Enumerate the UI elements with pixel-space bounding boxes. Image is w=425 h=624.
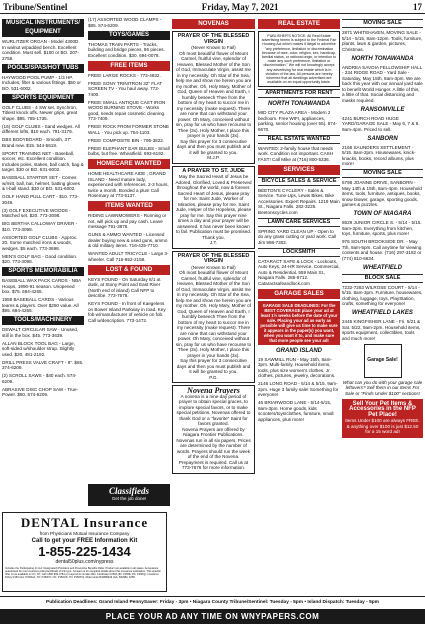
classified-ad: (3) GOLF EXECUTIVE WOODS - Matched set. $20. 773-3098. — [2, 207, 71, 218]
classified-ad: 2166 SAUNDERS SETTLEMENT - 5/15. 8am-2pm. Housewares, knick-knacks, books, record albums, plus more! — [342, 144, 416, 166]
novena-body: A novena is a nine-day period of prayer to obtain special graces, to implore special favors, or to make special petitions. Novenas offered to thank God or a "favorite" Saint for favors granted. — [176, 393, 251, 426]
novena-fine: Novena Prayers are offered by Niagara Frontier Publications. Novenas run in all six papers. Prices are determined by the number of words. Prayers should run the week of the end of the Novena. Prepayment is required. Call us at 773-7676 for more information. — [176, 426, 251, 470]
section-header-items-wanted: ITEMS WANTED — [88, 201, 170, 211]
location-wheatfield-lakes: WHEATFIELD LAKES — [352, 310, 413, 316]
classified-ad: ABRASIVE DISC CHOP SAW - True-Power. $50. 574-6209. — [2, 386, 79, 397]
deadlines-bar: Publication Deadlines: Grand Island PennySaver: Friday - 3pm • Niagara County Tribune/Sentinel: Tuesday - 5pm • Island Dispatch: Tuesday - 5pm — [0, 596, 425, 608]
location-wheatfield: WHEATFIELD — [363, 264, 402, 271]
classified-ad: (2) SCROLL SAWS - $40 each. 574-6209. — [2, 373, 77, 384]
classified-ad: 46 BRIARWOOD LANE - 5/14-5/15, 9am-3pm. Home goods, kids scooters/toys/clothes, furniture, small appliances, plus more! — [258, 400, 334, 422]
column-4 — [258, 17, 340, 425]
garage-sale-sign-icon — [364, 344, 402, 378]
classified-ad: FREE! ROCK FROM FORMER STONE WALL - You pick up. 754-1103. — [88, 124, 170, 135]
section-header-toys: TOYS/GAMES — [88, 31, 170, 40]
classified-ad: 976 SOUTH BROOKSIDE DR. - May 7th, 9am-5pm. Call anytime for viewing contents and house. (716) 297-3182 or (774) 810-6634. — [342, 239, 422, 261]
classified-ad: BEETON'S CYCLERY - Sales & Service. Tune-Ups, Lewis Bikes. Bike Accessories. Expert Repairs. 1219 Main St., Niagara Falls. 282-3225. Beetonscycles.com — [258, 187, 340, 215]
classified-ad: MID CITY PLAZA AREA - Modern 2 bedroom. Free WIFI, appliances, parking, senior housing (over 55). 874-6670. — [258, 110, 337, 132]
classifieds-logo — [88, 484, 170, 506]
novena-title: Novena Prayers — [187, 386, 240, 395]
novena-info-box — [172, 385, 255, 474]
section-header-bicycle: BICYCLE SALES & SERVICE — [258, 177, 340, 186]
dental-call: Call to get your FREE Information Kit — [31, 538, 138, 544]
section-header-real-estate-wanted: REAL ESTATE WANTED — [258, 135, 340, 144]
classified-ad: (16) GOLF CLUBS - Sand wedges. All different lofts, $10 each. 791-3179. — [2, 123, 80, 134]
section-header-real-estate: REAL ESTATE — [258, 19, 340, 29]
classified-ad: GUNS & AMMO WANTED - Licensed dealer buying new & used guns, ammo & old military items. 716-425-7710. — [88, 232, 168, 248]
garage-deadline-notice: GARAGE SALE DEADLINES: For the BEST COVERAGE place your ad at least 1½ weeks before the date of your sale. Placing your ad as early as possible will give us time to make sure it appears in the paper(s) you want, when you want it to, and make sure that more people see your ad! — [258, 301, 340, 345]
location-grand-island: GRAND ISLAND — [276, 347, 322, 354]
prayer-body: May the Sacred Heart of Jesus be Adored, Glorified, Loved & Preserved throughout the world, now & forever. Sacred Heart of Jesus, please pray for me. Saint Jude, Worker of Miracles, please pray for me. Saint Jude, Helper of the Hopeless, please pray for me. Say this prayer nine times a day and your prayer will be answered. It has never been known to fail. Publication must be promised. Thank you. — [175, 174, 252, 240]
location-north-tonawanda: NORTH TONAWANDA — [267, 101, 331, 108]
classified-ad: 19 SAWMILL RUN - May 15th, 8am-3pm. Multi-family. Household items, tools, plus size women's clothes, Jr. clothes, pictures, jewelry, decorations. — [258, 356, 336, 379]
classified-ad: THOMAS TRAIN PARTS - Tracks, building and bridge pieces, 86 pieces. Excellent condition. $30. 694-0078. — [88, 41, 165, 58]
section-header-lawn: LAWN CARE SERVICES — [258, 218, 340, 227]
classified-ad: KEYS FOUND - On Saturday 8/1 at dusk, at Stony Point and East River (North end of island) Call NFP to describe. 773-7676. — [88, 276, 161, 298]
classified-ad: FREE! SMALL ANTIQUE CAST IRON WOOD BURNING STOVE - Works good, needs repair cosmetic cleaning. 773-7409. — [88, 99, 166, 121]
prayer-title: PRAYER OF THE BLESSED VIRGIN — [177, 252, 250, 264]
prayer-box — [172, 31, 255, 164]
section-header-homecare: HOMECARE WANTED — [88, 159, 170, 169]
dental-insurance-ad[interactable] — [2, 512, 167, 592]
dental-phone[interactable]: 1-855-225-1434 — [38, 544, 131, 559]
classified-ad: GOLF HAND PULL CART - $10. 773-3049. — [2, 194, 79, 205]
pet-place-body: Items Under $100 are always FREE. & anything over $100 is just $12.50 for a 15 word ad! — [345, 418, 420, 434]
prayer-title: PRAYER OF THE BLESSED VIRGIN — [177, 33, 250, 45]
classified-ad: BASEBALL STARTER SET - Comes w/mitt, ball, bat, helmet, batting gloves & t-ball stand. $30 or BO. 531-6002. — [2, 175, 80, 191]
classified-ad: SPORT TRAINING NET - Baseball, soccer, etc. Excellent condition. Includes poles, stakes, ball catch, bag & target. $30 or BO. 531-6002. — [2, 150, 84, 172]
classified-ad: DBX BODYBOARD - Smooth, 37". Brand new. $15. 544-5618. — [2, 137, 73, 148]
classified-ad: MEN'S GOLF BAG - Good condition. $20. 773-3098. — [2, 253, 78, 264]
classified-ad: FREE! COMPOSITE BIN - 795-3822. — [88, 137, 165, 143]
classified-ad: 7232-7283 WILROSE COURT - 5/14 - 5/15. 8am-3pm. Furniture, housewares, clothing, luggage, toys, PlayStation, crafts, something for everyone! — [342, 284, 423, 306]
classified-ad: 2871 WHITEHAVEN, MOVING SALE - 5/14 - 5/15, 8am-12pm. Tools, furniture, plants, lawn & garden, pictures, Christmas. — [342, 30, 423, 52]
column-1 — [2, 17, 84, 400]
classified-ad: FREE! SONY TRINITRON 32" FLAT SCREEN TV - You haul away. 772-7400. — [88, 80, 163, 97]
classifieds-tagline: Get the job done! — [111, 496, 147, 501]
section-header-memorabilia: SPORTS MEMORABILIA — [2, 267, 84, 276]
classified-ad: DRILL PRESS VALVE CRAFT - 8". $65. 374-6209. — [2, 359, 84, 370]
prayer-box — [172, 251, 255, 384]
classified-ad: ASSORTED GOLF CLUBS - Approx. 20. Some matched irons & woods, wedges. $5 each. 773-3698. — [2, 234, 78, 251]
classified-ad: 4241 BURCH ROAD HUGE YARD/GARAGE SALE - May 6, 7 & 8. 9am-4pm. Priced to sell. — [342, 115, 420, 132]
classified-ad: WANTED: 2-family house that needs work. Condition not important. CASH FAST! Call Mike at (716) 800-5336. — [258, 145, 334, 162]
section-header-moving: MOVING SALE — [342, 169, 423, 178]
classified-ad: DEWALT CIRCULAR SAW - Unused, still in the box. $45. 773-3639. — [2, 327, 79, 338]
classified-ad: HOME HEALTHCARE AIDE , GRAND ISLAND - Need mature lady, experienced with references. 2-3 hours, twice a month. Bonded a plus! Call Rosemary at 773-5137. — [88, 171, 169, 198]
prayer-subtitle: (Never Known to Fail) — [191, 264, 236, 270]
section-header-moving: MOVING SALE — [342, 19, 423, 28]
dental-logo: DENTAL Insurance — [20, 515, 149, 530]
classified-ad: (17) ASSORTED WOOD CLAMPS - $85. 574-6209. — [88, 17, 162, 28]
classified-ad: 2146 LONG ROAD - 5/14 & 5/15. 9am-2pm. Huge 3 family sale! Something for everyone! — [258, 381, 339, 398]
section-header-musical: MUSICAL INSTRUMENTS/ EQUIPMENT — [2, 19, 84, 37]
prayer-instructions: Say this prayer for 3 consecutive days and then you must publish and it will be granted to you. — [176, 138, 251, 155]
pet-place-ad[interactable] — [342, 399, 423, 438]
place-ad-bar[interactable]: PLACE YOUR AD ANY TIME ON WNYPAPERS.COM — [0, 609, 425, 624]
dental-fine-print: Includes the Participating (in GA: Designated) Providers and Preventive Benefits Rider. Product not available in all states. Acceptance guaranteed for one insurance policy/certificate of this type. Contact us for complete details about this insurance solicitation. This specific offer is not available in CO, NY; call 1-800-969-4781 or respond for similar offer. Certificate C250A (ID: C250E; PA: C250Q); Insurance Policy P150 (GA: P150GA; NY: P150NY; OK: P150OK; TN: P150TN). Rider kinds B438/B439 (GA: B439B). 6255 — [5, 567, 161, 579]
classified-ad: BIG BERTHA CALLOWAY DRIVER - $10. 773-3098. — [2, 221, 78, 232]
classified-ad: WURLITZER ORGAN - Model 4300D. In walnut w/padded bench. Excellent condition. Must sell. $100 or BO. 207-2758. — [2, 39, 80, 61]
prayer-body: Oh most beautiful flower of Mount Carmel, fruitful vine, splendor of Heaven, Blessed Mother of the Son of God, Immaculate Virgin, assist me in my necessity. Oh Star of the Sea, help me and show me herein you are my mother. Oh, Holy Mary, Mother of God, Queen of Heaven and Earth, I humbly beseech Thee from the bottom of my heart to succor me in my necessity (make request). There are none that can withstand your power. Oh Mary, conceived without sin, pray for us who have recourse to Thee (3x). Holy Mother, I place this prayer in your hands (3x). — [175, 270, 252, 358]
section-header-free-items: FREE ITEMS — [88, 61, 170, 71]
prayer-signature: J.T. — [209, 240, 218, 245]
section-header-sports: SPORTS EQUIPMENT — [2, 94, 84, 103]
dental-sub: from Physicians Mutual Insurance Company — [39, 531, 130, 536]
section-header-apartments: APARTMENTS FOR RENT — [258, 89, 340, 98]
classified-ad: FREE! LARGE ROCKS - 773-4832. — [88, 72, 161, 78]
prayer-signature: P.G. — [209, 374, 218, 380]
prayer-subtitle: (Never Known to Fail) — [191, 45, 236, 50]
column-2 — [88, 17, 170, 326]
paper-name: Tribune/Sentinel — [3, 1, 68, 12]
classified-ad: 2445 KINGFISHER LANE - Fri. 5/21 & Sat. 5/22, 9am-2pm. Household items, sports equipment, collectibles, tools and much more! — [342, 319, 421, 341]
location-town-of-niagara: TOWN OF NIAGARA — [353, 211, 412, 217]
prayer-instructions: Say this prayer for 3 consecutive days and then you must publish and it will be granted to you. — [176, 358, 251, 374]
location-north-tonawanda: NORTH TONAWANDA — [351, 55, 414, 62]
classified-ad: BASEBALL WAX PACK CARDS - NBA Hoops, 1990-91 season. Unopened box. $75. 694-4265. — [2, 278, 81, 294]
issue-date: Friday, May 7, 2021 — [201, 1, 279, 12]
section-header-tools: TOOLS/MACHINERY — [2, 316, 84, 325]
prayer-title: A PRAYER TO ST. JUDE — [182, 167, 245, 174]
classified-ad: SPRING YARD CLEAN UP - Open to do any grass cutting or yard work. Call Jim 998-7302. — [258, 228, 337, 245]
classified-ad: 5798 JOANNE DRIVE, SANBORN - May 14th & 15th, 8am-4pm. Household items, tools, furniture, antiques, books, snow blower, garage, sporting goods, games & puzzles. — [342, 180, 422, 207]
column-3 — [172, 17, 255, 474]
column-5 — [342, 17, 423, 438]
prayer-body: Oh most beautiful flower of Mount Carmel, fruitful vine, splendor of Heaven, Blessed Mother of the Son of God, Immaculate Virgin, assist me in my necessity. Oh Star of the Sea, help me and show me herein you are my mother. Oh, Holy Mary, Mother of God, Queen of Heaven and Earth, I humbly beseech Thee from the bottom of my heart to succor me in my necessity (make request). There are none that can withstand your power. Oh Mary, conceived without sin, pray for us who have recourse to Thee (3x). Holy Mother, I place this prayer in your hands (3x). — [175, 50, 252, 138]
location-ransomville: RANSOMVILLE — [360, 106, 405, 113]
classified-ad: WANTED ADULT TRICYCLE - Large 3-wheeler. Call 716-652-2158. — [88, 251, 169, 262]
page-number: 17 — [412, 1, 422, 12]
section-header-services: SERVICES — [258, 165, 340, 175]
section-header-lost-found: LOST & FOUND — [88, 265, 170, 275]
garage-sign-text: Garage Sale! — [367, 356, 398, 363]
prayer-box — [172, 166, 255, 249]
pet-place-title: Sell Your Pet Items & Accessories in the NFP Pet Place! — [349, 400, 416, 418]
location-sanborn: SANBORN — [367, 135, 398, 142]
classified-ad: RIDING LAWNMOWERS - Running or not, will pick up and pay cash. Leave message 791-3876. — [88, 213, 167, 229]
publisher-notice: PUBLISHER'S NOTICE: All Real Estate advertising herein is subject to the Federal Fair Housing Act which makes it illegal to advertise "any preference, limitation or discrimination because of race, color, religion, sex, handicap, familial status, or national origin, or intention to make any such preference, limitation or discrimination." We will not knowingly accept any advertising for real estate which is in violation of the law. All persons are hereby informed that all dwellings advertised are available on an equal opportunity basis. — [258, 31, 340, 87]
classified-ad: HAYWOOD POOL PUMP - 1/3 HP. Includes, filter & various fittings. $50 or BO. 531-6002. — [2, 74, 81, 91]
classified-ad: KEYS FOUND - In front of Kaegelens on Bower Island Parkway in road. Key fob w/manufacturer of vehicle on fob. Call w/description. 773-1472. — [88, 301, 166, 323]
prayer-signature: M.J.P. — [207, 155, 220, 160]
masthead — [0, 0, 425, 14]
classified-ad: GOLF CLUBS - 4 SW set, Synchron, Titleist knock offs. Newer grips, great shape. $95. 785-1735. — [2, 104, 78, 121]
section-header-novenas: NOVENAS — [172, 19, 255, 29]
section-header-locksmith: LOCKSMITH — [258, 248, 340, 257]
section-header-pools: POOLS/SPAS/HOT TUBS — [2, 64, 84, 73]
classified-ad: 1958 BASEBALL CARDS - Various teams & players. Over $250 value. All $95. 694-4265. — [2, 297, 79, 313]
garage-leftovers-note: What can you do with your garage sale leftovers? Sell them in our Items For Sale or "Finds Under $100" sections! — [342, 379, 423, 396]
classifieds-title: Classifieds — [108, 486, 149, 496]
section-header-block-sale: BLOCK SALE — [342, 274, 423, 283]
classified-ad: FREE! ELEPHANT EAR BULBS - Small bulbs, but free. Wheatfield. 693-6192. — [88, 145, 170, 156]
section-header-garage-sales: GARAGE SALES — [258, 289, 340, 299]
classified-ad: CATARACT SAFE & LOCK - Lockouts, Auto Keys, 24-HR Service. Commercial, Auto & Residential. 559 Main St., Niagara Falls. 285-9712. Cataractsafeandlock.com — [258, 258, 340, 286]
classified-ad: ALLAN BLOCK TOOL BAG - Large, soft-sided w/shoulder strap. Slightly used. $20. 481-2192. — [2, 340, 75, 357]
dental-url[interactable]: dental50plus.com/nypress — [55, 559, 114, 565]
classified-ad: 8629 JUNIOR CIRCLE S. - 5/14 - 5/15. 9am-3pm. Everything from kitchen, toys, furniture, sports, plus more! — [342, 220, 422, 236]
classified-ad: ANDREA SAVOIA FELLOWSHIP HALL - 334 RIDGE ROAD - Yard Sale - Saturday, May 15th, 8am-3pm. We are back this year with our annual yard sale to benefit World Hunger. A little of this, a little of that. Social distancing and masks required. — [342, 64, 423, 103]
